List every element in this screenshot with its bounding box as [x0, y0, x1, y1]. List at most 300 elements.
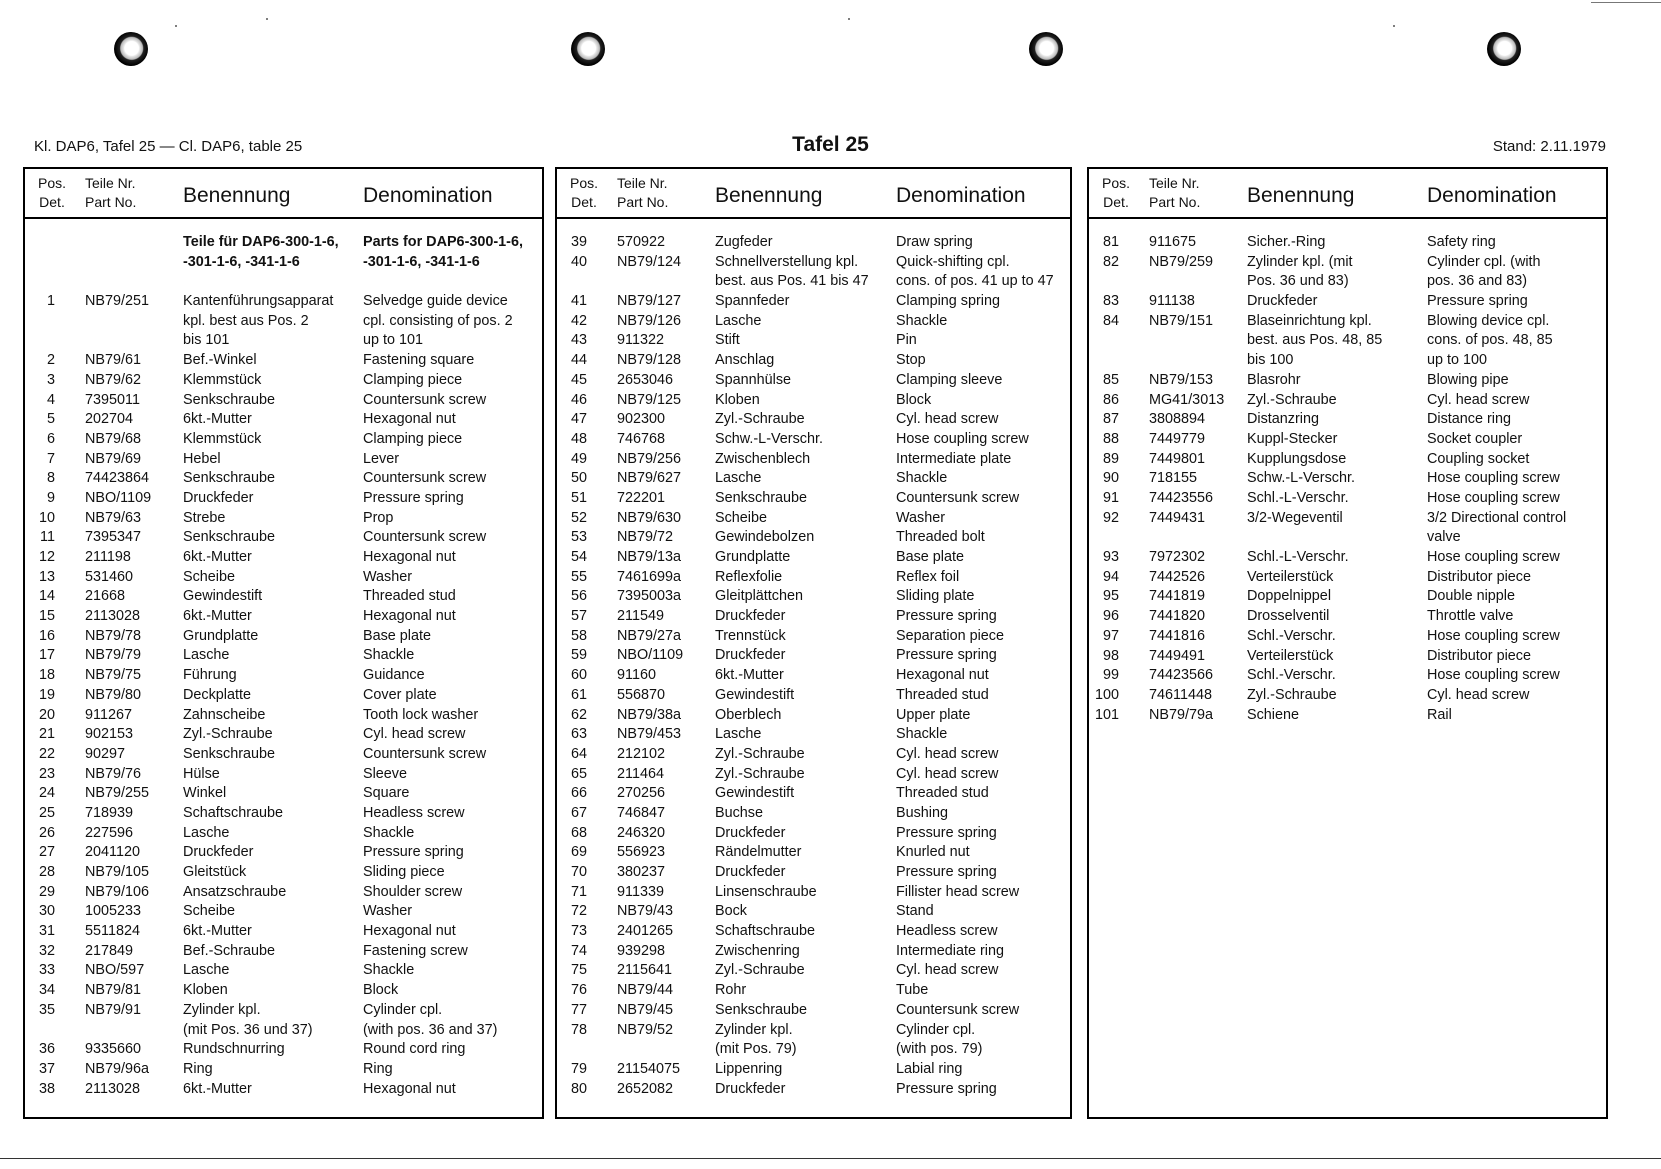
denomination-cell: Intermediate ring — [896, 942, 1004, 959]
benennung-cell: 6kt.-Mutter — [183, 1080, 252, 1097]
part-number-cell: NB79/81 — [85, 982, 142, 999]
benennung-cell: Druckfeder — [1247, 293, 1318, 310]
benennung-cell: Gewindestift — [715, 686, 795, 703]
denomination-cell: Distributor piece — [1427, 647, 1531, 664]
benennung-cell: Distanzring — [1247, 411, 1319, 428]
benennung-cell: Bef.-Schraube — [183, 942, 275, 959]
table-row — [25, 666, 542, 686]
table-row — [1089, 686, 1606, 706]
benennung-cell: 6kt.-Mutter — [715, 667, 784, 684]
denomination-cell: Pressure spring — [363, 489, 464, 506]
pos-cell: 57 — [570, 608, 587, 625]
benennung-cell: Schaftschraube — [715, 923, 815, 940]
table-row — [557, 902, 1070, 922]
denomination-cell: Hexagonal nut — [363, 549, 456, 566]
denomination-cell: Pressure spring — [896, 824, 997, 841]
part-number-cell: 7449779 — [1149, 430, 1206, 447]
benennung-cell: Zyl.-Schraube — [715, 411, 805, 428]
benennung-cell: Drosselventil — [1247, 608, 1330, 625]
header-denomination: Denomination — [1427, 184, 1557, 207]
benennung-cell: Kloben — [183, 982, 228, 999]
benennung-cell: Zylinder kpl. (mit Pos. 79) — [715, 1021, 797, 1058]
header-part-no: Teile Nr. Part No. — [617, 175, 669, 210]
denomination-cell: Distributor piece — [1427, 568, 1531, 585]
part-number-cell: 270256 — [617, 785, 666, 802]
table-row — [1089, 568, 1606, 588]
denomination-cell: Pressure spring — [1427, 293, 1528, 310]
column-header — [25, 169, 542, 219]
table-row — [25, 1001, 542, 1040]
part-number-cell: NB79/80 — [85, 686, 142, 703]
part-number-cell: NB79/38a — [617, 706, 682, 723]
denomination-cell: Pressure spring — [896, 864, 997, 881]
denomination-cell: Shackle — [363, 647, 415, 664]
benennung-cell: Zylinder kpl. (mit Pos. 36 und 83) — [1247, 253, 1353, 290]
pos-cell: 61 — [570, 686, 587, 703]
table-row — [25, 922, 542, 942]
benennung-cell: Zyl.-Schraube — [1247, 686, 1337, 703]
benennung-cell: Stift — [715, 332, 740, 349]
pos-cell: 51 — [570, 489, 587, 506]
pos-cell: 85 — [1102, 371, 1119, 388]
table-row — [557, 843, 1070, 863]
table-row — [557, 1001, 1070, 1021]
part-number-cell: 91160 — [617, 667, 656, 684]
table-row — [25, 902, 542, 922]
pos-cell: 26 — [38, 824, 55, 841]
pos-cell: 48 — [570, 430, 587, 447]
benennung-cell: Druckfeder — [715, 824, 786, 841]
scan-speck — [266, 18, 268, 20]
benennung-cell: Senkschraube — [715, 489, 808, 506]
table-row — [25, 725, 542, 745]
denomination-cell: Coupling socket — [1427, 450, 1530, 467]
pos-cell: 52 — [570, 509, 587, 526]
denomination-cell: Countersunk screw — [363, 391, 487, 408]
part-number-cell: 911675 — [1149, 234, 1196, 250]
pos-cell: 75 — [570, 962, 587, 979]
pos-cell: 45 — [570, 371, 587, 388]
benennung-cell: Gleitplättchen — [715, 588, 803, 605]
part-number-cell: 722201 — [617, 489, 666, 506]
denomination-cell: Cylinder cpl. (with pos. 79) — [896, 1021, 983, 1058]
table-row — [557, 587, 1070, 607]
pos-cell: 12 — [38, 549, 55, 566]
table-row — [557, 233, 1070, 253]
benennung-cell: Rändelmutter — [715, 844, 802, 861]
denomination-cell: Countersunk screw — [363, 745, 487, 762]
part-number-cell: NB79/106 — [85, 883, 150, 900]
part-number-cell: 7461699a — [617, 568, 682, 585]
table-row — [25, 765, 542, 785]
pos-cell: 72 — [570, 903, 587, 920]
table-row — [25, 1080, 542, 1100]
table-row — [557, 922, 1070, 942]
pos-cell: 101 — [1094, 706, 1119, 723]
denomination-cell: Socket coupler — [1427, 430, 1523, 447]
part-number-cell: NB79/127 — [617, 293, 682, 310]
table-body — [25, 233, 542, 1099]
pos-cell: 30 — [38, 903, 55, 920]
benennung-cell: Hülse — [183, 765, 220, 782]
benennung-cell: Ring — [183, 1060, 213, 1077]
benennung-cell: Spannfeder — [715, 293, 790, 310]
table-row — [557, 745, 1070, 765]
punch-hole — [571, 32, 605, 66]
table-row — [557, 548, 1070, 568]
part-number-cell: NB79/128 — [617, 352, 682, 369]
denomination-cell: Ring — [363, 1060, 393, 1077]
table-row — [1089, 509, 1606, 548]
pos-cell: 38 — [38, 1080, 55, 1097]
benennung-cell: Senkschraube — [183, 470, 276, 487]
part-number-cell: 227596 — [85, 824, 134, 841]
denomination-cell: Shackle — [896, 726, 948, 743]
table-row — [25, 863, 542, 883]
table-row — [25, 410, 542, 430]
table-row — [557, 312, 1070, 332]
pos-cell: 37 — [38, 1060, 55, 1077]
denomination-cell: Cylinder cpl. (with pos. 36 and 37) — [363, 1001, 498, 1038]
pos-cell: 76 — [570, 982, 587, 999]
part-number-cell: 556923 — [617, 844, 666, 861]
parts-table-panel-2 — [555, 167, 1072, 1119]
benennung-cell: Druckfeder — [715, 864, 786, 881]
pos-cell: 78 — [570, 1021, 587, 1038]
benennung-cell: Zyl.-Schraube — [1247, 391, 1337, 408]
table-row — [1089, 430, 1606, 450]
part-number-cell: 7442526 — [1149, 568, 1206, 585]
pos-cell: 5 — [46, 411, 55, 428]
benennung-cell: Spannhülse — [715, 371, 792, 388]
denomination-cell: Upper plate — [896, 706, 971, 723]
denomination-cell: Shoulder screw — [363, 883, 463, 900]
part-number-cell: 7395003a — [617, 588, 682, 605]
denomination-cell: Stop — [896, 352, 926, 369]
benennung-cell: Zyl.-Schraube — [715, 745, 805, 762]
part-number-cell: 2041120 — [85, 844, 140, 861]
denomination-cell: Intermediate plate — [896, 450, 1012, 467]
pos-cell: 18 — [38, 667, 55, 684]
part-number-cell: 21154075 — [617, 1060, 680, 1077]
pos-cell: 98 — [1102, 647, 1119, 664]
table-row — [557, 430, 1070, 450]
table-row — [1089, 253, 1606, 292]
pos-cell: 35 — [38, 1001, 55, 1018]
table-row — [1089, 666, 1606, 686]
part-number-cell: NB79/69 — [85, 450, 142, 467]
pos-cell: 79 — [570, 1060, 587, 1077]
pos-cell: 1 — [46, 293, 55, 310]
denomination-cell: Threaded stud — [896, 785, 989, 802]
denomination-cell: 3/2 Directional control valve — [1427, 509, 1567, 546]
revision-date: Stand: 2.11.1979 — [1492, 138, 1606, 155]
part-number-cell: NB79/256 — [617, 450, 682, 467]
denomination-cell: Washer — [363, 903, 413, 920]
pos-cell: 27 — [38, 844, 55, 861]
pos-cell: 80 — [570, 1080, 587, 1097]
part-number-cell: 90297 — [85, 745, 126, 762]
part-number-cell: 2115641 — [617, 962, 672, 979]
pos-cell: 14 — [38, 588, 55, 605]
benennung-cell: Bock — [715, 903, 747, 920]
table-row — [557, 489, 1070, 509]
table-row — [1089, 391, 1606, 411]
denomination-cell: Fastening screw — [363, 942, 468, 959]
benennung-cell: Schnellverstellung kpl. best. aus Pos. 41 bis 47 — [715, 253, 869, 290]
table-row — [557, 410, 1070, 430]
denomination-cell: Double nipple — [1427, 588, 1516, 605]
table-row — [557, 568, 1070, 588]
benennung-cell: Kupplungsdose — [1247, 450, 1347, 467]
denomination-cell: Sliding plate — [896, 588, 975, 605]
part-number-cell: NB79/259 — [1149, 253, 1214, 270]
table-row — [557, 292, 1070, 312]
part-number-cell: 2401265 — [617, 923, 674, 940]
denomination-cell: Tooth lock washer — [363, 706, 479, 723]
pos-cell: 42 — [570, 312, 587, 329]
pos-cell: 49 — [570, 450, 587, 467]
part-number-cell: 911339 — [617, 883, 664, 900]
table-body — [557, 233, 1070, 1099]
part-number-cell: MG41/3013 — [1149, 391, 1225, 408]
table-row — [25, 981, 542, 1001]
benennung-cell: Scheibe — [183, 903, 236, 920]
pos-cell: 65 — [570, 765, 587, 782]
part-number-cell: NB79/96a — [85, 1060, 150, 1077]
pos-cell: 8 — [46, 470, 55, 487]
table-row — [557, 981, 1070, 1001]
table-row — [25, 942, 542, 962]
part-number-cell: NB79/52 — [617, 1021, 674, 1038]
benennung-cell: 6kt.-Mutter — [183, 549, 252, 566]
denomination-cell: Separation piece — [896, 627, 1005, 644]
table-row — [557, 1021, 1070, 1060]
part-number-cell: 74611448 — [1149, 686, 1212, 703]
denomination-cell: Pressure spring — [896, 647, 997, 664]
parts-table-panel-3 — [1087, 167, 1608, 1119]
table-row — [25, 548, 542, 568]
table-row — [25, 627, 542, 647]
benennung-cell: Verteilerstück — [1247, 568, 1334, 585]
pos-cell: 28 — [38, 864, 55, 881]
denomination-cell: Hexagonal nut — [363, 411, 456, 428]
table-row — [557, 706, 1070, 726]
part-number-cell: 74423556 — [1149, 489, 1214, 506]
benennung-cell: Lasche — [183, 647, 230, 664]
pos-cell: 62 — [570, 706, 587, 723]
part-number-cell: 7441816 — [1149, 627, 1206, 644]
pos-cell: 90 — [1102, 470, 1119, 487]
benennung-cell: Zyl.-Schraube — [715, 765, 805, 782]
part-number-cell: NB79/627 — [617, 470, 682, 487]
pos-cell: 25 — [38, 804, 55, 821]
denomination-cell: Fastening square — [363, 352, 475, 369]
benennung-cell: Blasrohr — [1247, 371, 1301, 388]
denomination-cell: Cyl. head screw — [896, 411, 999, 428]
pos-cell: 87 — [1102, 411, 1119, 428]
benennung-cell: 6kt.-Mutter — [183, 923, 252, 940]
pos-cell: 55 — [570, 568, 587, 585]
table-row — [25, 430, 542, 450]
pos-cell: 22 — [38, 745, 55, 762]
table-row — [557, 253, 1070, 292]
denomination-cell: Guidance — [363, 667, 425, 684]
part-number-cell: 2113028 — [85, 608, 140, 625]
part-number-cell: NBO/1109 — [617, 647, 684, 664]
pos-cell: 24 — [38, 785, 55, 802]
part-number-cell: 211464 — [617, 765, 664, 782]
part-number-cell: NBO/1109 — [85, 489, 152, 506]
denomination-cell: Clamping piece — [363, 430, 463, 447]
pos-cell: 44 — [570, 352, 587, 369]
benennung-cell: Anschlag — [715, 352, 775, 369]
benennung-cell: Verteilerstück — [1247, 647, 1334, 664]
pos-cell: 71 — [570, 883, 587, 900]
table-row — [25, 883, 542, 903]
benennung-cell: Oberblech — [715, 706, 782, 723]
pos-cell: 21 — [38, 726, 55, 743]
table-row — [25, 804, 542, 824]
pos-cell: 39 — [570, 234, 587, 250]
parts-table-panel-1 — [23, 167, 544, 1119]
pos-cell: 6 — [46, 430, 55, 447]
denomination-cell: Selvedge guide device cpl. consisting of pos. 2 up to 101 — [363, 293, 513, 349]
table-row — [557, 627, 1070, 647]
part-number-cell: 2113028 — [85, 1080, 140, 1097]
pos-cell: 68 — [570, 824, 587, 841]
part-number-cell: 202704 — [85, 411, 134, 428]
benennung-cell: Blaseinrichtung kpl. best. aus Pos. 48, 85 bis 100 — [1247, 312, 1383, 369]
part-number-cell: NB79/125 — [617, 391, 682, 408]
table-row — [557, 725, 1070, 745]
table-row — [1089, 706, 1606, 726]
benennung-cell: Schiene — [1247, 706, 1300, 723]
benennung-cell: Reflexfolie — [715, 568, 783, 585]
pos-cell: 89 — [1102, 450, 1119, 467]
denomination-cell: Cyl. head screw — [896, 745, 999, 762]
pos-cell: 19 — [38, 686, 55, 703]
pos-cell: 17 — [38, 647, 55, 664]
table-row — [1089, 607, 1606, 627]
pos-cell: 40 — [570, 253, 587, 270]
pos-cell: 36 — [38, 1041, 55, 1058]
benennung-cell: Druckfeder — [183, 489, 254, 506]
pos-cell: 34 — [38, 982, 55, 999]
pos-cell: 41 — [570, 293, 587, 310]
table-row — [25, 371, 542, 391]
benennung-cell: Lasche — [715, 726, 762, 743]
benennung-cell: Zyl.-Schraube — [715, 962, 805, 979]
table-row — [1089, 292, 1606, 312]
table-row — [557, 1080, 1070, 1100]
benennung-cell: Schl.-Verschr. — [1247, 627, 1336, 644]
pos-cell: 70 — [570, 864, 587, 881]
part-number-cell: 1005233 — [85, 903, 142, 920]
part-number-cell: 2653046 — [617, 371, 674, 388]
part-number-cell: 570922 — [617, 234, 666, 250]
table-row — [1089, 410, 1606, 430]
benennung-cell: Druckfeder — [715, 647, 786, 664]
benennung-cell: Lasche — [183, 824, 230, 841]
denomination-cell: Cyl. head screw — [896, 765, 999, 782]
header-benennung: Benennung — [183, 184, 291, 207]
denomination-cell: Round cord ring — [363, 1041, 466, 1058]
benennung-cell: Lippenring — [715, 1060, 783, 1077]
denomination-cell: Lever — [363, 450, 399, 467]
benennung-cell: Senkschraube — [715, 1001, 808, 1018]
bottom-rule — [0, 1158, 1661, 1159]
table-row — [557, 961, 1070, 981]
part-number-cell: NB79/76 — [85, 765, 142, 782]
denomination-cell: Cyl. head screw — [363, 726, 466, 743]
table-row — [1089, 587, 1606, 607]
part-number-cell: NB79/255 — [85, 785, 150, 802]
header-denomination: Denomination — [363, 184, 493, 207]
part-number-cell: 74423864 — [85, 470, 150, 487]
part-number-cell: NB79/27a — [617, 627, 682, 644]
part-number-cell: NB79/72 — [617, 529, 674, 546]
part-number-cell: NB79/79a — [1149, 706, 1214, 723]
pos-cell: 4 — [46, 391, 55, 408]
part-number-cell: NB79/630 — [617, 509, 682, 526]
table-row — [25, 587, 542, 607]
pos-cell: 54 — [570, 549, 587, 566]
table-row — [25, 843, 542, 863]
pos-cell: 53 — [570, 529, 587, 546]
table-body — [1089, 233, 1606, 725]
table-row — [557, 331, 1070, 351]
denomination-cell: Labial ring — [896, 1060, 963, 1077]
pos-cell: 15 — [38, 608, 55, 625]
denomination-cell: Square — [363, 785, 410, 802]
part-number-cell: NB79/62 — [85, 371, 142, 388]
pos-cell: 50 — [570, 470, 587, 487]
table-row — [557, 509, 1070, 529]
denomination-cell: Threaded bolt — [896, 529, 985, 546]
table-row — [25, 1040, 542, 1060]
part-number-cell: 746847 — [617, 804, 666, 821]
benennung-cell: Schl.-L-Verschr. — [1247, 489, 1349, 506]
denomination-cell: Shackle — [896, 470, 948, 487]
pos-cell: 84 — [1102, 312, 1119, 329]
top-rule — [1591, 2, 1661, 3]
part-number-cell: 7395347 — [85, 529, 142, 546]
benennung-cell: Zyl.-Schraube — [183, 726, 273, 743]
part-number-cell: NB79/251 — [85, 293, 150, 310]
part-number-cell: NB79/45 — [617, 1001, 674, 1018]
denomination-cell: Sleeve — [363, 765, 408, 782]
benennung-cell: Rohr — [715, 982, 747, 999]
table-row — [25, 961, 542, 981]
part-number-cell: 531460 — [85, 568, 134, 585]
denomination-cell: Knurled nut — [896, 844, 970, 861]
part-number-cell: 5511824 — [85, 923, 140, 940]
table-row — [25, 469, 542, 489]
part-number-cell: 911322 — [617, 332, 664, 349]
table-row — [557, 883, 1070, 903]
table-row — [557, 469, 1070, 489]
part-number-cell: 7449491 — [1149, 647, 1206, 664]
header-pos: Pos. Det. — [37, 175, 66, 210]
denomination-cell: Base plate — [896, 549, 965, 566]
pos-cell: 69 — [570, 844, 587, 861]
benennung-cell: Winkel — [183, 785, 227, 802]
punch-hole — [114, 32, 148, 66]
table-row — [25, 292, 542, 351]
part-number-cell: NB79/44 — [617, 982, 674, 999]
denomination-cell: Cover plate — [363, 686, 437, 703]
